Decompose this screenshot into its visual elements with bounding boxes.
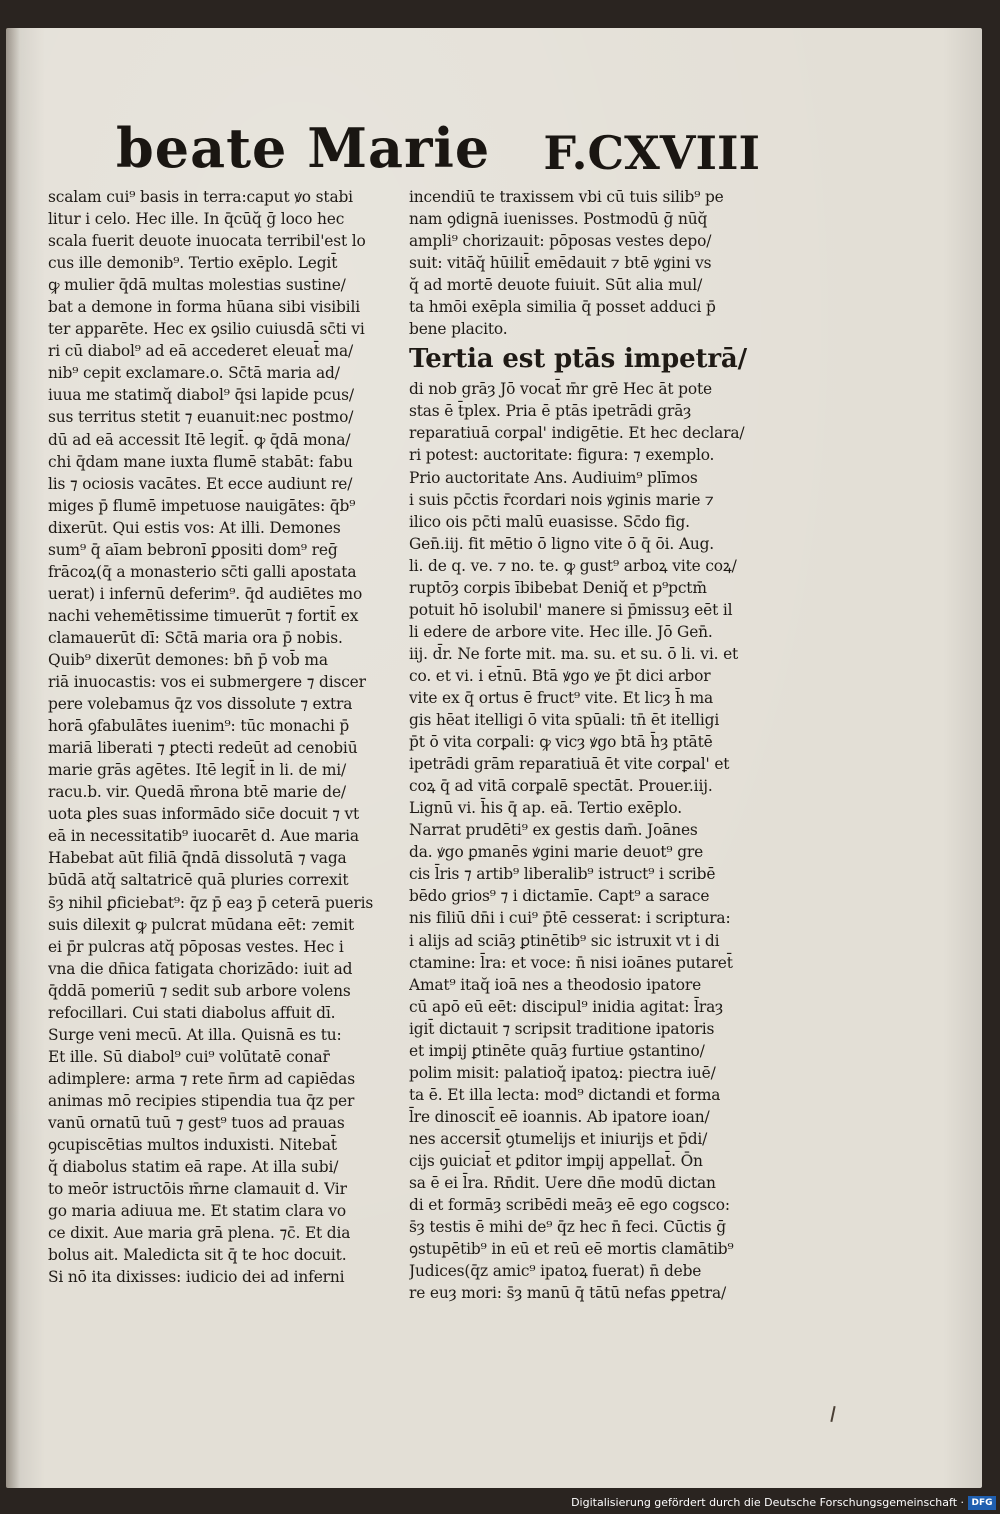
- text-line: incendiū te traxissem vbi cū tuis silib⁹ pe: [409, 188, 724, 206]
- text-line: ta ē. Et illa lecta: mod⁹ dictandi et forma: [409, 1085, 721, 1104]
- text-line: li edere de arbore vite. Hec ille. Jō Gen̄.: [409, 622, 713, 641]
- text-line: refocillari. Cui stati diabolus affuit dī.: [48, 1003, 336, 1022]
- section-heading: Tertia est ptās impetrā/: [409, 344, 747, 375]
- text-line: ter apparēte. Hec ex ꝯsilio cuiusdā sc̄ti vi: [48, 320, 365, 339]
- text-line: nib⁹ cepit exclamare.o. Sc̄tā maria ad/: [48, 364, 340, 383]
- text-line: nachi vehemētissime timuerūt ⁊ fortit̄ ex: [48, 606, 359, 625]
- text-line: miges p̄ flumē impetuose nauigātes: q̄b⁹: [48, 496, 356, 515]
- stray-ink-mark: [830, 1406, 835, 1422]
- text-line: būdā atq̆ saltatricē quā pluries correxit: [48, 871, 349, 890]
- text-line: mariā liberati ⁊ ꝑtecti redeūt ad cenobiū: [48, 739, 358, 758]
- text-line: ilico ois pc̄ti malū euasisse. Sc̄do fig.: [409, 512, 690, 531]
- text-line: s̄ȝ nihil ꝑficiebat⁹: q̄z p̄ eaȝ p̄ ceterā pueris: [48, 893, 374, 912]
- text-line: vna die dn̄ica fatigata chorizādo: iuit ad: [48, 959, 353, 978]
- text-line: gis hēat itelligi ō vita spūali: tn̄ ēt itelligi: [409, 711, 720, 730]
- text-line: co. et vi. i et̄nū. Btā ꝟgo ꝟe p̄t dici arbor: [409, 666, 711, 685]
- text-line: to meōr istructōis m̄rne clamauit d. Vir: [48, 1180, 347, 1199]
- text-line: da. ꝟgo ꝑmanēs ꝟgini marie deuot⁹ gre: [409, 843, 704, 862]
- text-line: suis dilexit ꝙ pulcrat mūdana eēt: ⁊emit: [48, 915, 354, 934]
- text-line: igit̄ dictauit ⁊ scripsit traditione ipatoris: [409, 1019, 715, 1038]
- running-head: beate Marie: [116, 116, 491, 180]
- text-line: riā inuocastis: vos ei submergere ⁊ discer: [48, 673, 366, 692]
- text-line: adimplere: arma ⁊ rete n̄rm ad capiēdas: [48, 1069, 355, 1088]
- text-line: Prio auctoritate Ans. Audiuim⁹ plīmos: [409, 468, 698, 487]
- text-line: bēdo grios⁹ ⁊ i dictamīe. Capt⁹ a sarace: [409, 887, 710, 906]
- text-line: vite ex q̄ ortus ē fruct⁹ vite. Et licȝ h̄ ma: [409, 688, 714, 707]
- text-line: di nob grāȝ Jō vocat̄ m̄r grē Hec āt pote: [409, 380, 712, 399]
- text-line: l̄re dinoscit̄ eē ioannis. Ab ipatore ioan/: [409, 1107, 710, 1126]
- text-line: ipetrādi grām reparatiuā ēt vite corꝑal' et: [409, 755, 730, 774]
- text-line: frācoꝝ(q̄ a monasterio sc̄ti galli apostata: [48, 562, 357, 581]
- text-line: Narrat prudēti⁹ ex gestis dam̄. Joānes: [409, 821, 698, 840]
- text-line: p̄t ō vita corꝑali: ꝙ vicȝ ꝟgo btā h̄ȝ ptātē: [409, 733, 713, 752]
- text-line: polim misit: palatioq̆ ipatoꝝ: piectra iuē/: [409, 1063, 716, 1082]
- text-line: cū apō eū eēt: discipul⁹ inidia agitat: l̄raȝ: [409, 997, 724, 1016]
- digitization-credit: Digitalisierung gefördert durch die Deutsche Forschungsgemeinschaft ·: [571, 1496, 964, 1509]
- text-line: lis ⁊ ociosis vacātes. Et ecce audiunt re/: [48, 474, 353, 493]
- text-line: ce dixit. Aue maria grā plena. ⁊c̄. Et dia: [48, 1224, 351, 1243]
- text-line: suit: vitāq̆ hūilit̄ emēdauit ⁊ btē ꝟgini vs: [409, 254, 712, 273]
- text-line: ri cū diabol⁹ ad eā accederet eleuat̄ ma/: [48, 342, 354, 361]
- dfg-logo: DFG: [968, 1496, 996, 1510]
- text-line: reparatiuā corꝑal' indigētie. Et hec declara/: [409, 424, 745, 443]
- left-column: [48, 186, 402, 1288]
- text-line: pere volebamus q̄z vos dissolute ⁊ extra: [48, 695, 353, 714]
- text-line: sa ē ei l̄ra. Rn̄dit. Uere dn̄e modū dictan: [409, 1174, 716, 1193]
- text-line: bene placito.: [409, 320, 508, 339]
- text-line: et imꝑij ꝑtinēte quāȝ furtiue ꝯstantino/: [409, 1041, 705, 1060]
- text-line: ꝯstupētib⁹ in eū et reū eē mortis clamātib⁹: [409, 1240, 734, 1259]
- text-line: iuua me statimq̆ diabol⁹ q̄si lapide pcus/: [48, 386, 354, 405]
- text-line: s̄ȝ testis ē mihi de⁹ q̄z hec n̄ feci. Cūctis ḡ: [409, 1218, 726, 1237]
- text-line: dū ad eā accessit Itē legit̄. ꝙ q̄dā mona/: [48, 430, 351, 449]
- right-column-bottom: [409, 378, 767, 1304]
- text-line: ta hmōi exēpla similia q̄ posset adduci p̄: [409, 298, 716, 317]
- text-line: nam ꝯdignā iuenisses. Postmodū ḡ nūq̆: [409, 210, 708, 229]
- text-line: di et formāȝ scribēdi meāȝ eē ego cogsco:: [409, 1196, 730, 1215]
- text-line: Amat⁹ itaq̆ ioā nes a theodosio ipatore: [409, 975, 702, 994]
- text-line: ruptōȝ corꝑis ībibebat Deniq̆ et p⁹pctm̄: [409, 578, 707, 597]
- text-line: sum⁹ q̄ aīam bebronī ꝑpositi dom⁹ reḡ: [48, 540, 338, 559]
- text-line: Gen̄.iij. fit mētio ō ligno vite ō q̄ ōi. Aug.: [409, 534, 715, 553]
- text-line: marie grās agētes. Itē legit̄ in li. de mi/: [48, 761, 347, 780]
- folio-number: F.CXVIII: [543, 126, 760, 180]
- text-line: Si nō ita dixisses: iudicio dei ad inferni: [48, 1268, 345, 1287]
- text-line: nes accersit̄ ꝯtumelijs et iniurijs et p̄di/: [409, 1129, 708, 1148]
- text-line: eā in necessitatib⁹ iuocarēt d. Aue maria: [48, 827, 359, 846]
- text-line: ei p̄r pulcras atq̆ pōposas vestes. Hec i: [48, 937, 344, 956]
- text-line: chi q̄dam mane iuxta flumē stabāt: fabu: [48, 452, 353, 471]
- text-line: litur i celo. Hec ille. In q̄cūq̆ ḡ loco hec: [48, 210, 345, 229]
- text-line: uota ꝑles suas informādo sic̄e docuit ⁊ vt: [48, 805, 360, 824]
- text-line: iij. d̄r. Ne forte mit. ma. su. et su. ō li. vi. et: [409, 644, 739, 663]
- text-line: racu.b. vir. Quedā m̄rona btē marie de/: [48, 783, 346, 802]
- text-line: Lignū vi. h̄is q̄ ap. eā. Tertio exēplo.: [409, 799, 683, 818]
- text-line: li. de q. ve. ⁊ no. te. ꝙ gust⁹ arboꝝ vite coꝝ/: [409, 556, 737, 575]
- text-line: cijs ꝯuiciat̄ et ꝑditor imꝑij appellat̄. Ōn: [409, 1151, 703, 1170]
- text-line: cus ille demonib⁹. Tertio exēplo. Legit̄: [48, 254, 338, 273]
- text-line: cis l̄ris ⁊ artib⁹ liberalib⁹ istruct⁹ i scribē: [409, 865, 716, 884]
- text-line: i suis pc̄ctis r̄cordari nois ꝟginis marie ⁊: [409, 490, 714, 509]
- text-line: scala fuerit deuote inuocata terribil'est lo: [48, 232, 366, 251]
- text-line: uerat) i infernū deferim⁹. q̄d audiētes mo: [48, 584, 363, 603]
- text-line: i alijs ad sciāȝ ꝑtinētib⁹ sic istruxit vt i di: [409, 931, 720, 950]
- text-line: ctamine: l̄ra: et voce: n̄ nisi ioānes putaret̄: [409, 953, 733, 972]
- text-line: dixerūt. Qui estis vos: At illi. Demones: [48, 518, 341, 537]
- text-line: bat a demone in forma hūana sibi visibili: [48, 298, 360, 317]
- text-line: ꝯcupiscētias multos induxisti. Nitebat̄: [48, 1136, 337, 1155]
- text-line: q̄ddā pomeriū ⁊ sedit sub arbore volens: [48, 981, 351, 1000]
- text-line: scalam cui⁹ basis in terra:caput ꝟo stabi: [48, 188, 353, 206]
- text-line: Surge veni mecū. At illa. Quisnā es tu:: [48, 1025, 342, 1044]
- text-line: ri potest: auctoritate: figura: ⁊ exemplo.: [409, 446, 715, 465]
- text-line: q̆ diabolus statim eā rape. At illa subi/: [48, 1158, 339, 1177]
- text-line: vanū ornatū tuū ⁊ gest⁹ tuos ad prauas: [48, 1113, 345, 1132]
- text-line: coꝝ q̄ ad vitā corꝑalē spectāt. Prouer.iij.: [409, 777, 713, 796]
- text-line: Judices(q̄z amic⁹ ipatoꝝ fuerat) n̄ debe: [409, 1262, 702, 1281]
- text-line: re euȝ mori: s̄ȝ manū q̄ tātū nefas ꝑpetra/: [409, 1284, 727, 1303]
- text-line: go maria adiuua me. Et statim clara vo: [48, 1202, 347, 1221]
- text-line: bolus ait. Maledicta sit q̄ te hoc docuit.: [48, 1246, 347, 1265]
- binding-shadow: [6, 28, 20, 1488]
- text-line: stas ē t̄plex. Pria ē ptās ipetrādi grāȝ: [409, 402, 692, 421]
- right-column: [409, 186, 767, 1304]
- text-line: horā ꝯfabulātes iuenim⁹: tūc monachi p̄: [48, 717, 350, 736]
- text-line: potuit hō isolubil' manere si p̄missuȝ eēt il: [409, 600, 733, 619]
- book-page: [6, 28, 982, 1488]
- text-line: sus territus stetit ⁊ euanuit:nec postmo/: [48, 408, 354, 427]
- text-line: q̆ ad mortē deuote fuiuit. Sūt alia mul/: [409, 276, 703, 295]
- text-line: Quib⁹ dixerūt demones: bn̄ p̄ vob̄ ma: [48, 650, 328, 669]
- right-column-top: [409, 186, 767, 340]
- text-line: Et ille. Sū diabol⁹ cui⁹ volūtatē conar̄: [48, 1047, 330, 1066]
- text-line: ꝙ mulier q̄dā multas molestias sustine/: [48, 276, 346, 295]
- text-line: nis filiū dn̄i i cui⁹ p̄tē cesserat: i scriptura:: [409, 909, 731, 928]
- text-line: ampli⁹ chorizauit: pōposas vestes depo/: [409, 232, 712, 251]
- text-line: Habebat aūt filiā q̄ndā dissolutā ⁊ vaga: [48, 849, 347, 868]
- text-line: animas mō recipies stipendia tua q̄z per: [48, 1091, 355, 1110]
- text-line: clamauerūt dī: Sc̄tā maria ora p̄ nobis.: [48, 628, 343, 647]
